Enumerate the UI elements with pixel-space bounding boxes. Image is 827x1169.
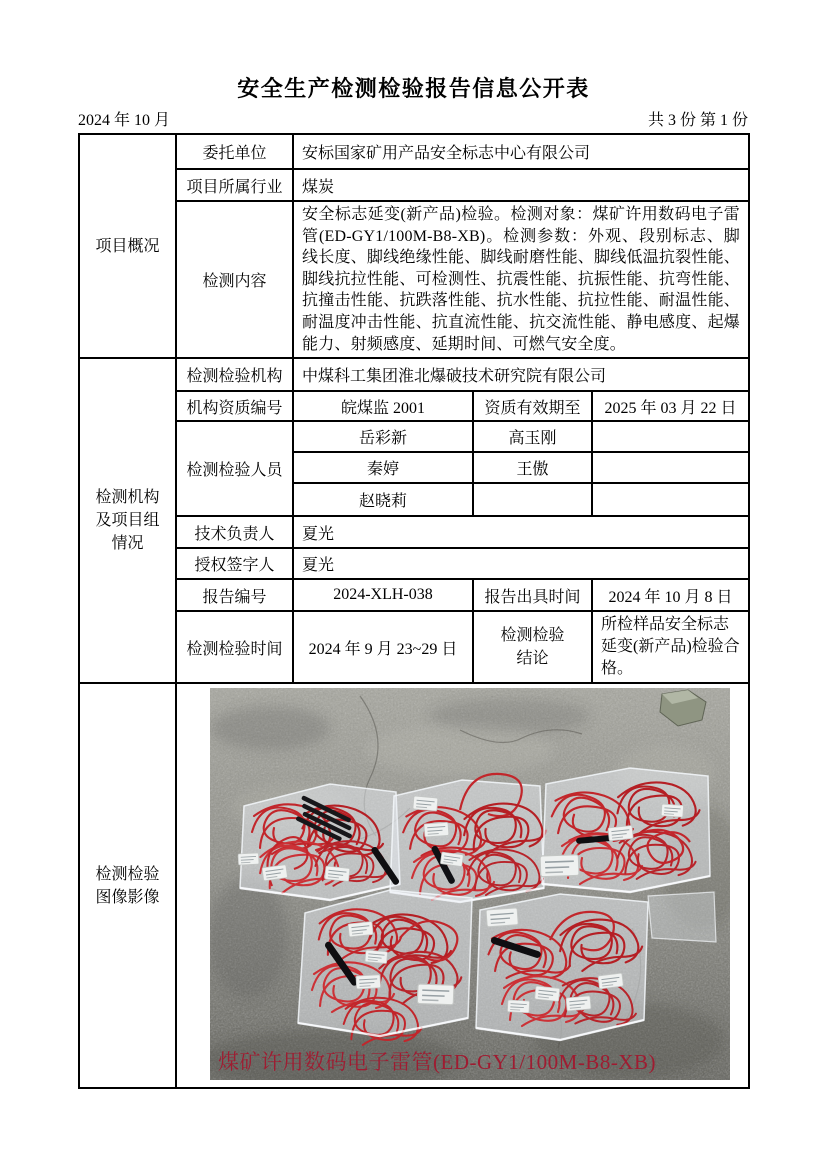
group-project-overview [79, 134, 176, 358]
industry-label: 项目所属行业 [176, 169, 293, 201]
specimen-photo [210, 688, 730, 1080]
agency-value: 中煤科工集团淮北爆破技术研究院有限公司 [293, 358, 749, 391]
license-valid-value: 2025 年 03 月 22 日 [592, 391, 749, 421]
personnel-cell: 岳彩新 [293, 421, 473, 452]
agency-label: 检测检验机构 [176, 358, 293, 391]
photo-caption: 煤矿许用数码电子雷管(ED-GY1/100M-B8-XB) [218, 1050, 656, 1075]
personnel-cell [592, 452, 749, 483]
issue-date-value: 2024 年 10 月 8 日 [592, 579, 749, 611]
meta-row [78, 107, 748, 130]
personnel-label: 检测检验人员 [176, 421, 293, 516]
report-no-label: 报告编号 [176, 579, 293, 611]
issue-date-label: 报告出具时间 [473, 579, 592, 611]
group-agency-info [79, 358, 176, 683]
industry-value: 煤炭 [293, 169, 749, 201]
personnel-cell: 赵晓莉 [293, 483, 473, 516]
copies-info: 共 3 份 第 1 份 [647, 112, 748, 129]
personnel-cell [592, 483, 749, 516]
group-agency-info-label: 检测机构及项目组情况 [95, 489, 160, 553]
report-table [78, 133, 750, 1089]
test-content-value: 安全标志延变(新产品)检验。检测对象：煤矿许用数码电子雷管(ED-GY1/100M-B8-XB)。检测参数：外观、段别标志、脚线长度、脚线绝缘性能、脚线耐磨性能、脚线低温抗裂性能、脚线抗拉性能、可检测性、抗震性能、抗振性能、抗弯性能、抗撞击性能、抗跌落性能、抗水性能、抗拉性能、耐温性能、耐温度冲击性能、抗直流性能、抗交流性能、静电感度、起爆能力、射频感度、延期时间、可燃气安全度。 [293, 201, 749, 358]
group-project-overview-label: 项目概况 [95, 237, 160, 255]
personnel-cell: 秦婷 [293, 452, 473, 483]
license-value: 皖煤监 2001 [293, 391, 473, 421]
specimen-bag-5 [476, 894, 648, 1040]
report-no-value: 2024-XLH-038 [293, 579, 473, 611]
license-valid-label: 资质有效期至 [473, 391, 592, 421]
group-photo [79, 683, 176, 1088]
tech-lead-value: 夏光 [293, 516, 749, 548]
specimen-bag-4 [298, 890, 472, 1045]
signatory-value: 夏光 [293, 548, 749, 579]
conclusion-value: 所检样品安全标志延变(新产品)检验合格。 [592, 611, 749, 683]
personnel-cell [592, 421, 749, 452]
issue-month: 2024 年 10 月 [78, 112, 171, 129]
page-title: 安全生产检测检验报告信息公开表 [237, 76, 590, 101]
client-label: 委托单位 [176, 134, 293, 169]
personnel-cell: 高玉刚 [473, 421, 592, 452]
test-period-value: 2024 年 9 月 23~29 日 [293, 611, 473, 683]
photo-wrap [185, 686, 740, 1085]
signatory-label: 授权签字人 [176, 548, 293, 579]
conclusion-label: 检测检验结论 [473, 611, 592, 683]
personnel-cell [473, 483, 592, 516]
tech-lead-label: 技术负责人 [176, 516, 293, 548]
client-value: 安标国家矿用产品安全标志中心有限公司 [293, 134, 749, 169]
test-content-label: 检测内容 [176, 201, 293, 358]
personnel-cell: 王傲 [473, 452, 592, 483]
photo-cell [176, 683, 749, 1088]
specimen-bag-1 [238, 784, 400, 900]
test-period-label: 检测检验时间 [176, 611, 293, 683]
group-photo-label: 检测检验图像影像 [95, 865, 160, 906]
license-label: 机构资质编号 [176, 391, 293, 421]
